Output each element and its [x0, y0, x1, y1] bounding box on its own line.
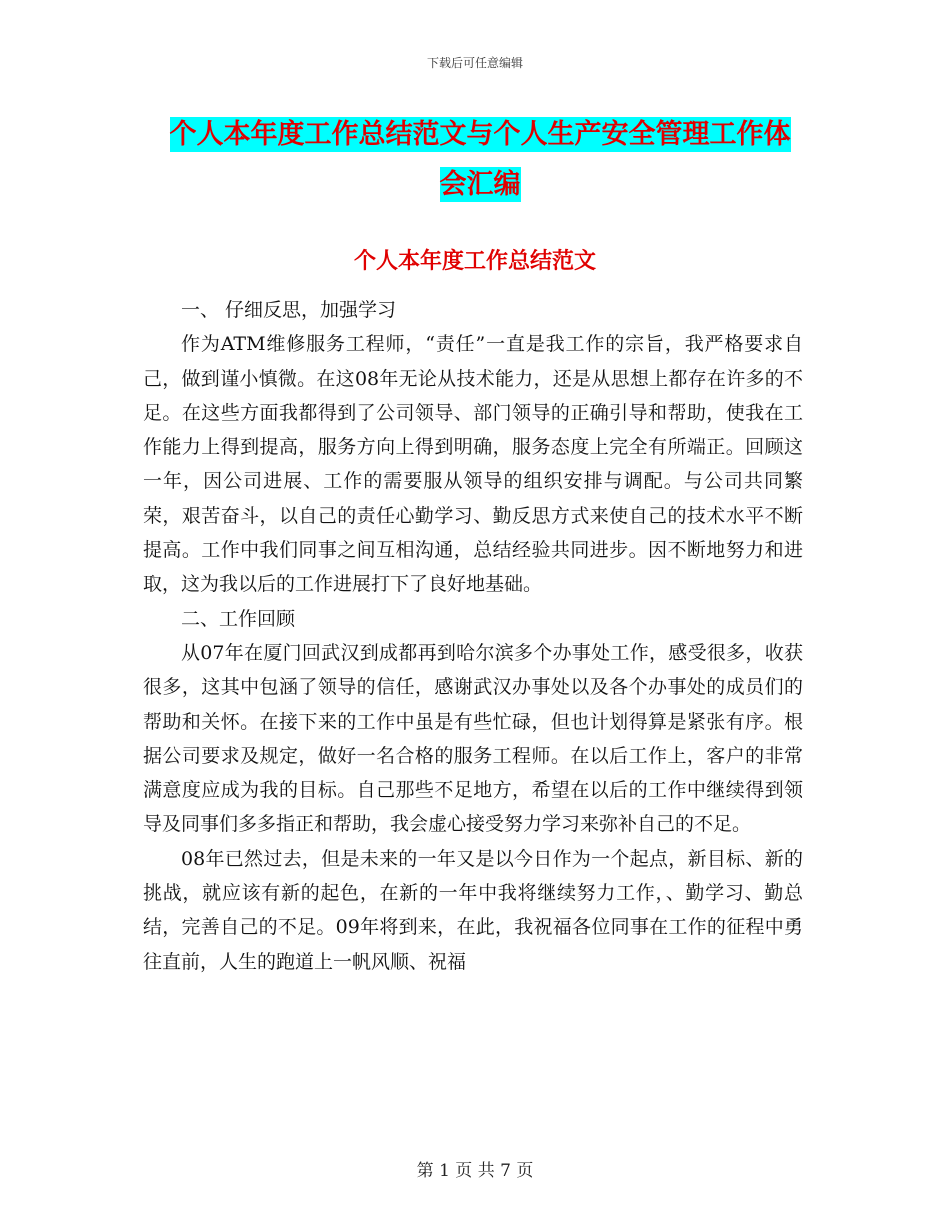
document-title-line-1: 个人本年度工作总结范文与个人生产安全管理工作体 — [169, 119, 791, 150]
paragraph: 从07年在厦门回武汉到成都再到哈尔滨多个办事处工作，感受很多，收获很多，这其中包涵了领导的信任，感谢武汉办事处以及各个办事处的成员们的帮助和关怀。在接下来的工作中虽是有些忙碌，但也计划得算是紧张有序。根据公司要求及规定，做好一名合格的服务工程师。在以后工作上，客户的非常满意度应成为我的目标。自己那些不足地方，希望在以后的工作中继续得到领导及同事们多多指正和帮助，我会虚心接受努力学习来弥补自己的不足。 — [143, 641, 803, 836]
paragraph: 08年已然过去，但是未来的一年又是以今日作为一个起点，新目标、新的挑战，就应该有新的起色，在新的一年中我将继续努力工作，、勤学习、勤总结，完善自己的不足。09年将到来，在此，我祝福各位同事在工作的征程中勇往直前，人生的跑道上一帆风顺、祝福 — [143, 847, 803, 973]
document-title — [140, 110, 820, 210]
section-title: 个人本年度工作总结范文 — [353, 249, 596, 274]
body-text — [143, 293, 803, 979]
header-note: 下载后可任意编辑 — [426, 56, 523, 70]
paragraph: 作为ATM维修服务工程师，“责任”一直是我工作的宗旨，我严格要求自己，做到谨小慎微。在这08年无论从技术能力，还是从思想上都存在许多的不足。在这些方面我都得到了公司领导、部门领导的正确引导和帮助，使我在工作能力上得到提高，服务方向上得到明确，服务态度上完全有所端正。回顾这一年，因公司进展、工作的需要服从领导的组织安排与调配。与公司共同繁荣，艰苦奋斗，以自己的责任心勤学习、勤反思方式来使自己的技术水平不断提高。工作中我们同事之间互相沟通，总结经验共同进步。因不断地努力和进取，这为我以后的工作进展打下了良好地基础。 — [143, 333, 803, 596]
document-title-line-2: 会汇编 — [439, 169, 521, 200]
heading-work-review: 二、工作回顾 — [181, 607, 296, 630]
heading-reflect-learn: 一、 仔细反思，加强学习 — [181, 299, 397, 321]
page-footer: 第 1 页 共 7 页 — [416, 1161, 534, 1181]
